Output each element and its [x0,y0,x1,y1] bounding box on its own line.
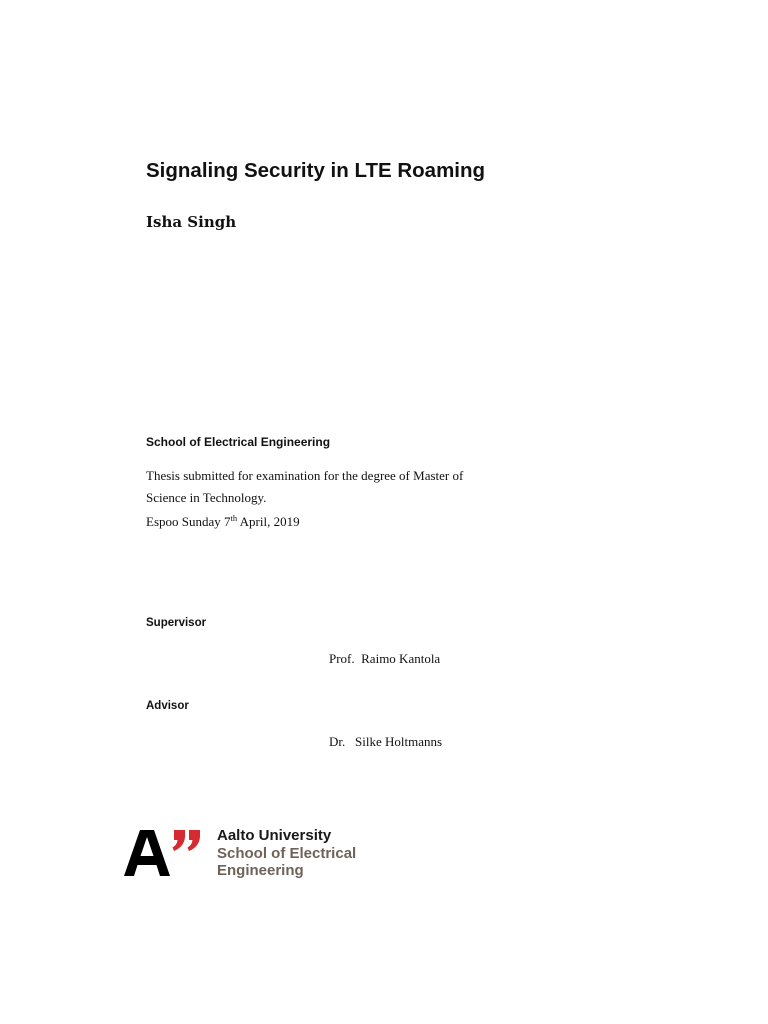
thesis-statement-line1: Thesis submitted for examination for the degree of Master of [146,468,464,483]
supervisor-name: Prof. Raimo Kantola [329,651,441,666]
advisor-name: Dr. Silke Holtmanns [329,734,443,749]
thesis-title: Signaling Security in LTE Roaming [146,159,486,182]
date-suffix: April, 2019 [237,514,300,529]
thesis-statement-line2: Science in Technology. [146,490,267,505]
date-prefix: Espoo Sunday 7 [146,514,231,529]
logo-school-line1: School of Electrical [217,845,357,862]
author-name: Isha Singh [146,213,237,231]
logo-university-name: Aalto University [217,827,332,844]
supervisor-label: Supervisor [146,617,207,629]
school-name: School of Electrical Engineering [146,435,331,449]
logo-school-line2: Engineering [217,862,304,879]
submission-date [146,513,300,531]
date-ordinal-suffix: th [230,513,238,523]
aalto-logo-icon [124,828,202,878]
advisor-label: Advisor [146,700,189,712]
